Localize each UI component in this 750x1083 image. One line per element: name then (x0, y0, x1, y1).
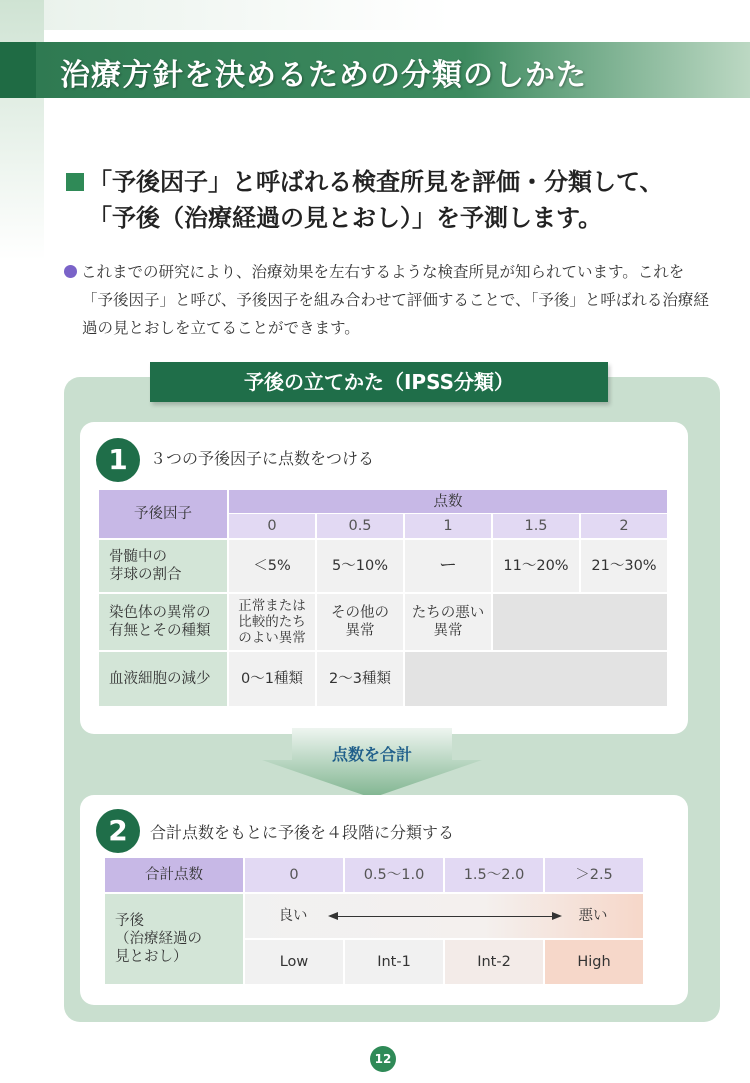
intro-paragraph (64, 258, 714, 342)
row2-label: 染色体の異常の 有無とその種類 (99, 594, 227, 650)
total-col-2: 1.5〜2.0 (445, 858, 543, 892)
top-decoration (0, 0, 750, 30)
headline-line2: 「予後（治療経過の見とおし）」を予測します。 (88, 204, 603, 232)
double-arrow-line (336, 916, 554, 917)
step1-number: 1 (96, 438, 140, 482)
risk-level: Int-2 (445, 940, 543, 984)
empty-cell (405, 652, 667, 706)
good-label: 良い (278, 908, 308, 924)
sum-label: 点数を合計 (331, 745, 412, 764)
step1-text: ３つの予後因子に点数をつける (150, 449, 375, 468)
risk-level: High (545, 940, 643, 984)
row2-value: たちの悪い 異常 (405, 594, 491, 650)
section-title: 予後の立てかた（IPSS分類） (150, 362, 608, 402)
row3-value: 0〜1種類 (229, 652, 315, 706)
risk-level: Int-1 (345, 940, 443, 984)
score-col-4: 2 (581, 514, 667, 538)
intro-text: これまでの研究により、治療効果を左右するような検査所見が知られています。これを「予後因子」と呼び、予後因子を組み合わせて評価することで、「予後」と呼ばれる治療経過の見とおしを立てることができます。 (81, 263, 709, 337)
prognosis-label: 予後 （治療経過の 見とおし） (105, 894, 243, 984)
score-col-2: 1 (405, 514, 491, 538)
row1-value: 5〜10% (317, 540, 403, 592)
bad-label: 悪い (578, 908, 608, 924)
factor-header: 予後因子 (99, 490, 227, 538)
page-number: 12 (370, 1046, 396, 1072)
row3-label: 血液細胞の減少 (99, 652, 227, 706)
arrow-right-icon (552, 912, 562, 920)
row2-value: その他の 異常 (317, 594, 403, 650)
row3-value: 2〜3種類 (317, 652, 403, 706)
arrow-left-icon (328, 912, 338, 920)
row1-value: 11〜20% (493, 540, 579, 592)
row1-value: 21〜30% (581, 540, 667, 592)
total-col-0: 0 (245, 858, 343, 892)
page-title: 治療方針を決めるための分類のしかた (60, 58, 587, 93)
headline-line1: 「予後因子」と呼ばれる検査所見を評価・分類して、 (88, 168, 664, 196)
row1-value: ー (405, 540, 491, 592)
corner-decoration (0, 0, 44, 260)
risk-level: Low (245, 940, 343, 984)
row1-label: 骨髄中の 芽球の割合 (99, 540, 227, 592)
score-col-0: 0 (229, 514, 315, 538)
empty-cell (493, 594, 667, 650)
headline (66, 164, 664, 236)
circle-bullet-icon (64, 265, 77, 278)
row2-value: 正常または 比較的たち のよい異常 (229, 594, 315, 650)
total-col-1: 0.5〜1.0 (345, 858, 443, 892)
step2-text: 合計点数をもとに予後を４段階に分類する (150, 823, 455, 842)
square-bullet-icon (66, 173, 84, 191)
total-header: 合計点数 (105, 858, 243, 892)
total-col-3: ＞2.5 (545, 858, 643, 892)
row1-value: ＜5% (229, 540, 315, 592)
score-col-1: 0.5 (317, 514, 403, 538)
score-col-3: 1.5 (493, 514, 579, 538)
step2-number: 2 (96, 809, 140, 853)
score-header: 点数 (229, 490, 667, 513)
sum-arrow (262, 728, 482, 800)
